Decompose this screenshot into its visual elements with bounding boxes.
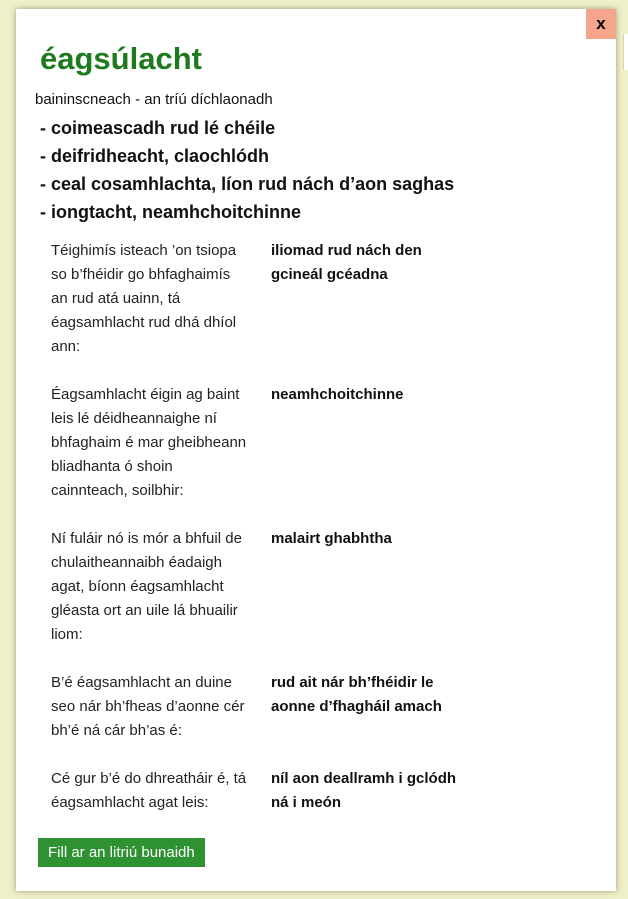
close-button[interactable]: x [586, 9, 616, 39]
definition-dialog [16, 9, 616, 891]
sense-item: - coimeascadh rud lé chéile [40, 118, 276, 138]
example-gloss: níl aon deallramh i gclódh ná i meón [271, 770, 457, 811]
example-sentence: Éagsamhlacht éigin ag baint leis lé déidheannaighe ní bhfaghaim é mar gheibheann bliadhanta ó shoin cainnteach, soilbhir: [51, 386, 247, 499]
example-list [51, 239, 491, 839]
sense-item: - ceal cosamhlachta, líon rud nách d’aon saghas [40, 174, 455, 194]
sense-list [40, 114, 454, 226]
example-row [51, 239, 491, 359]
grammar-info: baininscneach - an tríú díchlaonadh [35, 91, 273, 108]
example-sentence: Cé gur b’é do dhreatháir é, tá éagsamhlacht agat leis: [51, 770, 247, 811]
example-row [51, 383, 491, 503]
back-to-original-spelling-button[interactable]: Fill ar an litriú bunaidh [38, 838, 205, 867]
example-row [51, 671, 491, 743]
example-row [51, 527, 491, 647]
sense-item: - iongtacht, neamhchoitchinne [40, 202, 302, 222]
example-sentence: Téighimís isteach ’on tsiopa so b’fhéidir go bhfaghaimís an rud atá uainn, tá éagsamhlacht rud dhá dhíol ann: [51, 242, 237, 355]
example-gloss: neamhchoitchinne [271, 386, 404, 403]
example-gloss: rud ait nár bh’fhéidir le aonne d’fhagháil amach [271, 674, 442, 715]
headword-title: éagsúlacht [40, 41, 202, 76]
example-row [51, 767, 491, 815]
example-gloss: iliomad rud nách den gcineál gcéadna [271, 242, 422, 283]
example-gloss: malairt ghabhtha [271, 530, 392, 547]
example-sentence: B’é éagsamhlacht an duine seo nár bh’fheas d’aonne cér bh’é ná cár bh’as é: [51, 674, 245, 739]
background-page-edge [623, 34, 628, 70]
example-sentence: Ní fuláir nó is mór a bhfuil de chulaitheannaibh éadaigh agat, bíonn éagsamhlacht gléasta ort an uile lá bhuailir liom: [51, 530, 242, 643]
sense-item: - deifridheacht, claochlódh [40, 146, 270, 166]
